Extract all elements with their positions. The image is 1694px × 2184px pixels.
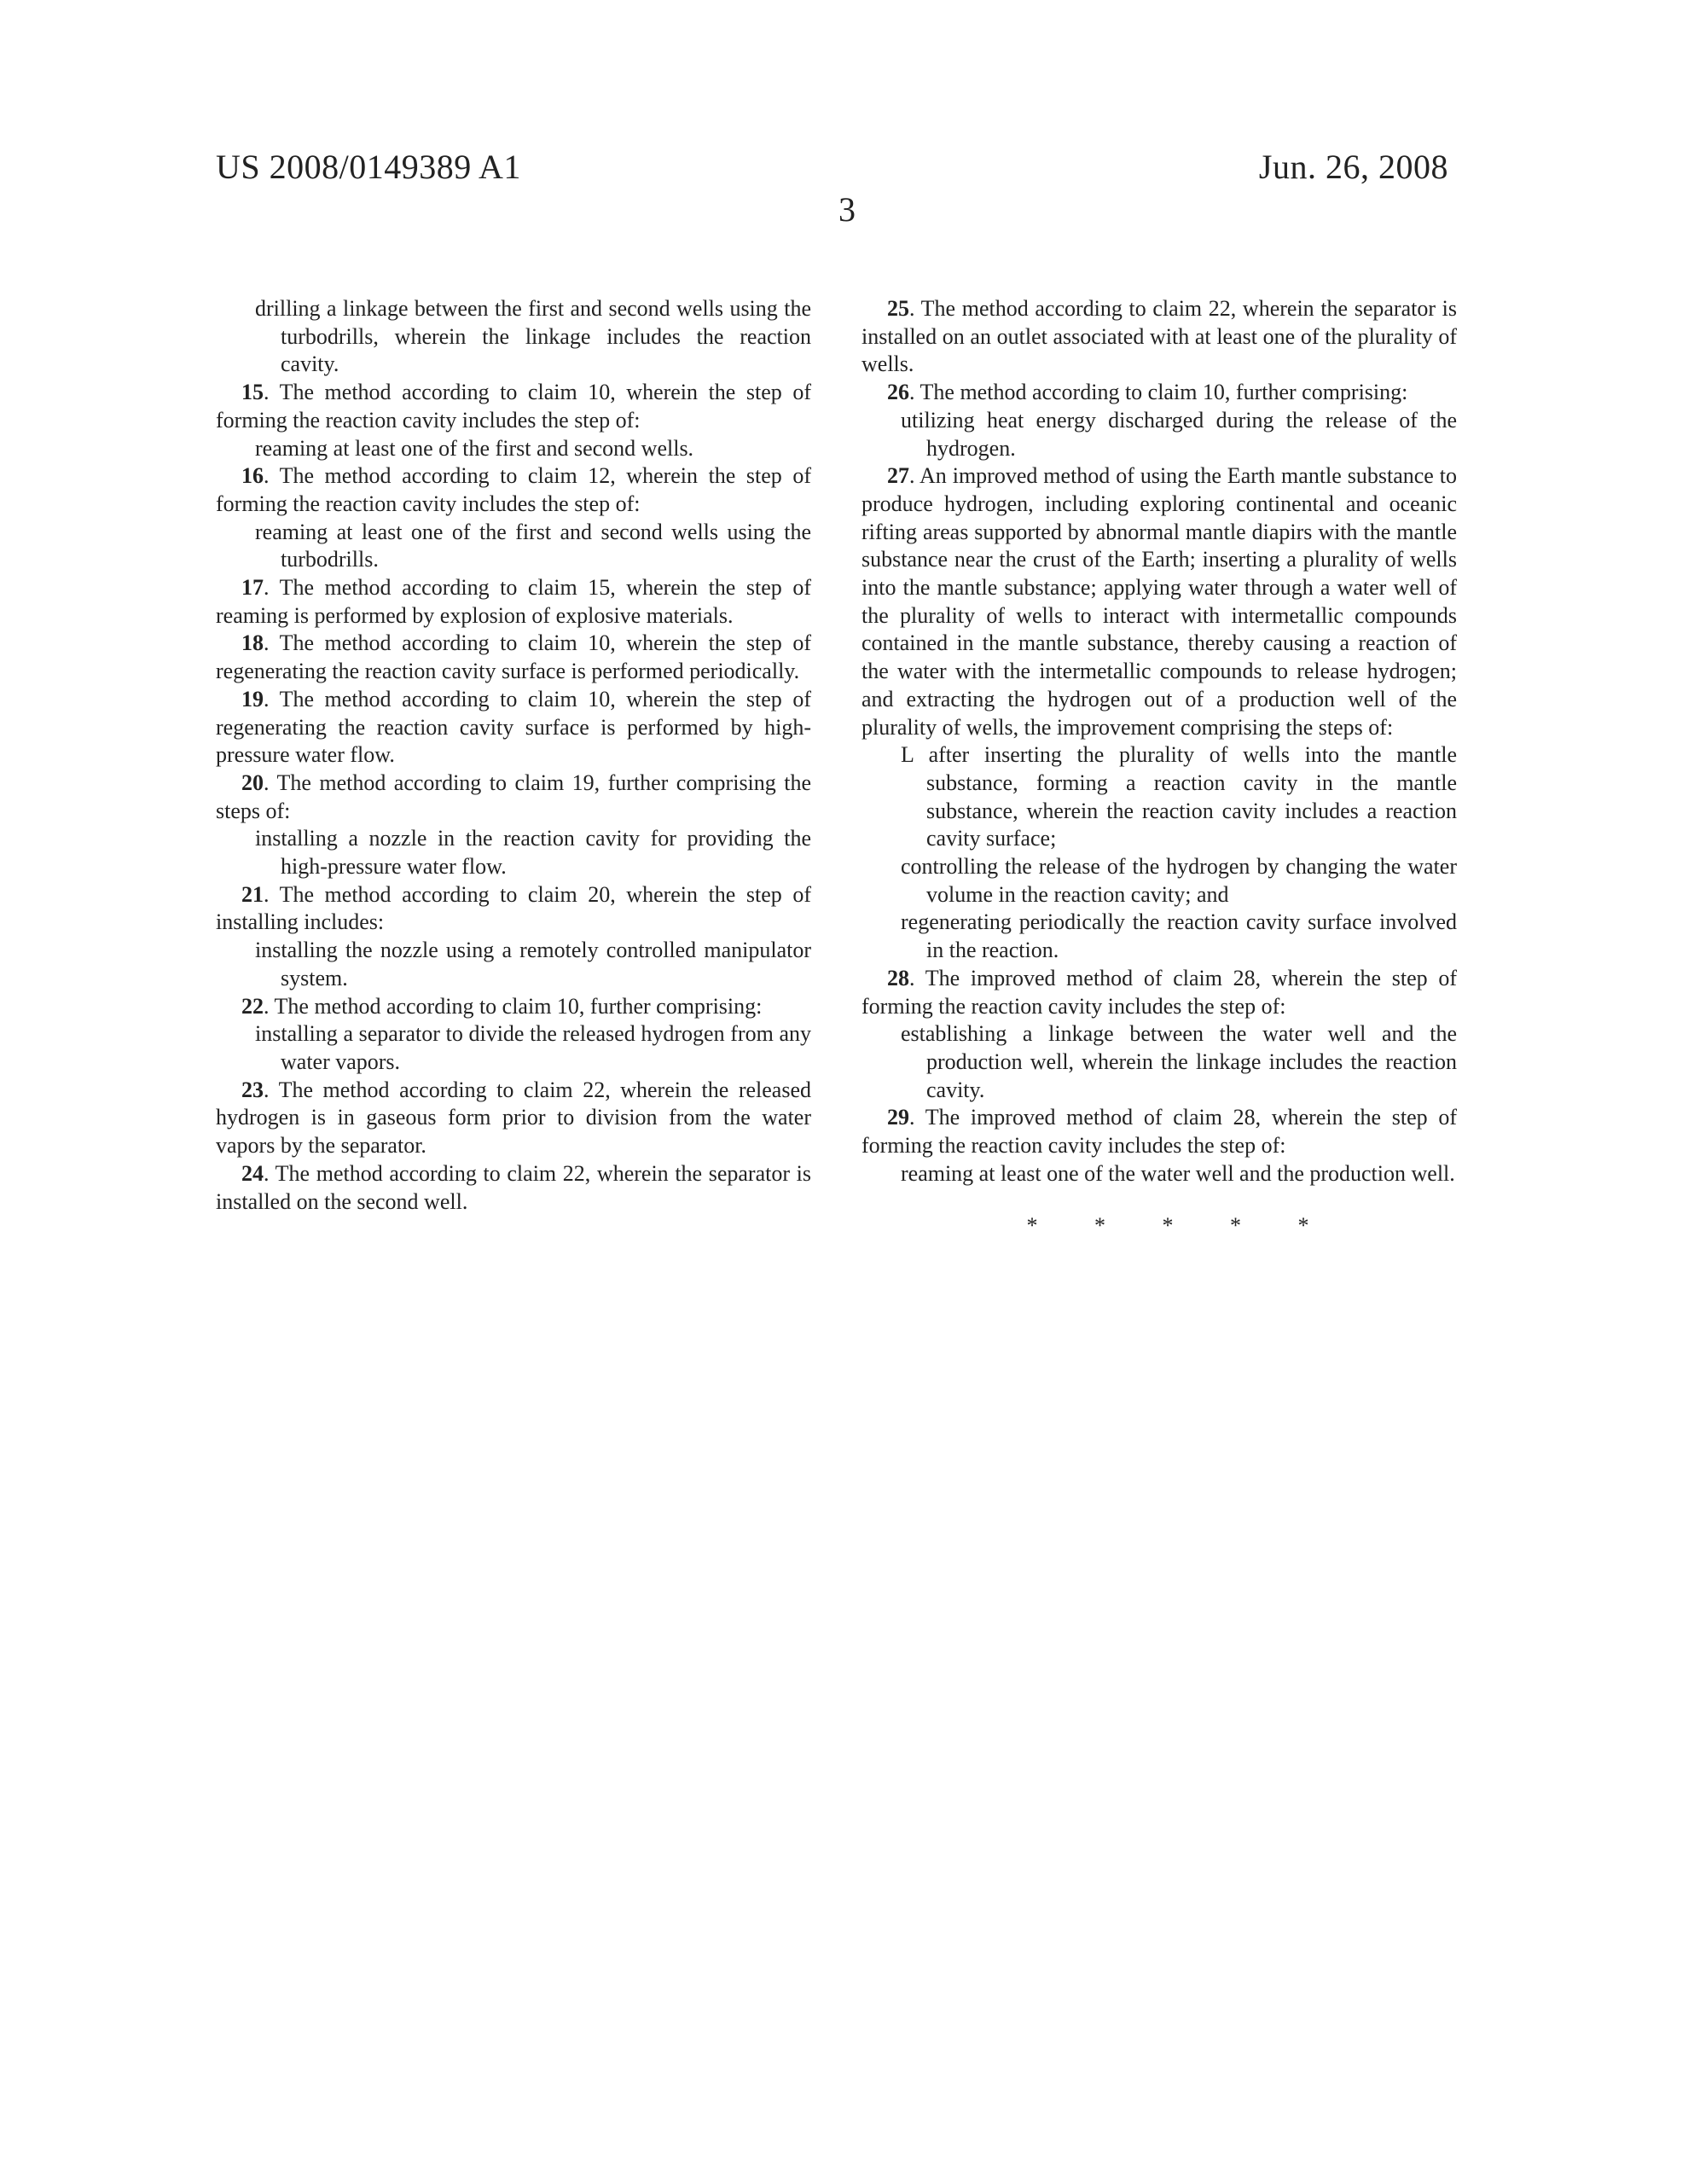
claim-number: 16 <box>241 463 264 489</box>
claim-text: . The method according to claim 10, further comprising: <box>909 380 1408 405</box>
claim-paragraph <box>862 295 1457 379</box>
claim-text: . The method according to claim 22, wherein the released hydrogen is in gaseous form prior to division from the water vapors by the separator. <box>216 1077 811 1159</box>
claim-step <box>216 825 811 880</box>
claim-number: 27 <box>887 463 909 489</box>
claim-text: . The method according to claim 19, further comprising the steps of: <box>216 770 811 823</box>
claim-number: 26 <box>887 380 909 405</box>
claim-number: 19 <box>241 686 264 712</box>
claim-text: installing a nozzle in the reaction cavity for providing the high-pressure water flow. <box>255 826 811 880</box>
claim-paragraph <box>862 1104 1457 1159</box>
claim-text: L after inserting the plurality of wells into the mantle substance, forming a reaction cavity in the mantle substance, wherein the reaction cavity includes a reaction cavity surface; <box>901 742 1457 851</box>
claim-paragraph <box>216 686 811 770</box>
claim-text: . The improved method of claim 28, wherein the step of forming the reaction cavity includes the step of: <box>862 1105 1457 1159</box>
publication-number: US 2008/0149389 A1 <box>216 148 521 186</box>
claim-paragraph <box>216 462 811 518</box>
claim-step <box>862 909 1457 964</box>
end-of-claims-mark: * * * * * <box>1026 1212 1335 1238</box>
claim-text: drilling a linkage between the first and second wells using the turbodrills, wherein the linkage includes the reaction cavity. <box>255 296 811 377</box>
claim-text: establishing a linkage between the water well and the production well, wherein the linkage includes the reaction cavity. <box>901 1021 1457 1102</box>
claims-right-column <box>862 295 1457 1240</box>
page-number: 3 <box>838 190 856 229</box>
claim-step <box>862 853 1457 909</box>
claim-step <box>862 1160 1457 1188</box>
claim-number: 29 <box>887 1105 909 1130</box>
claim-step <box>862 741 1457 853</box>
claim-text: . The method according to claim 10, wherein the step of forming the reaction cavity includes the step of: <box>216 380 811 433</box>
claim-text: . The method according to claim 12, wherein the step of forming the reaction cavity includes the step of: <box>216 463 811 516</box>
claim-text: regenerating periodically the reaction cavity surface involved in the reaction. <box>901 909 1457 963</box>
claim-step <box>216 295 811 379</box>
claim-step <box>216 435 811 463</box>
claim-paragraph <box>216 1077 811 1160</box>
claim-text: . The method according to claim 15, wherein the step of reaming is performed by explosion of explosive materials. <box>216 575 811 628</box>
claim-text: . The improved method of claim 28, wherein the step of forming the reaction cavity includes the step of: <box>862 965 1457 1019</box>
claim-text: . An improved method of using the Earth mantle substance to produce hydrogen, including exploring continental and oceanic rifting areas supported by abnormal mantle diapirs with the mantle substance near the crust of the Earth; inserting a plurality of wells into the mantle substance; applying water through a water well of the plurality of wells to interact with intermetallic compounds contained in the mantle substance, thereby causing a reaction of the water with the intermetallic compounds to release hydrogen; and extracting the hydrogen out of a production well of the plurality of wells, the improvement comprising the steps of: <box>862 463 1457 740</box>
claim-text: utilizing heat energy discharged during the release of the hydrogen. <box>901 407 1457 461</box>
claim-paragraph <box>862 965 1457 1020</box>
claim-step <box>216 937 811 992</box>
claim-number: 15 <box>241 380 264 405</box>
claim-text: . The method according to claim 10, wherein the step of regenerating the reaction cavity surface is performed periodically. <box>216 630 811 684</box>
claim-paragraph <box>216 993 811 1021</box>
claim-number: 20 <box>241 770 264 795</box>
claim-text: installing the nozzle using a remotely controlled manipulator system. <box>255 938 811 990</box>
claim-step <box>862 407 1457 462</box>
claim-paragraph <box>216 770 811 825</box>
claim-number: 21 <box>241 881 264 907</box>
claim-paragraph <box>216 379 811 434</box>
claim-text: installing a separator to divide the released hydrogen from any water vapors. <box>255 1021 811 1074</box>
claim-paragraph <box>216 630 811 685</box>
claim-text: . The method according to claim 10, further comprising: <box>264 993 763 1019</box>
claim-number: 17 <box>241 575 264 601</box>
claim-number: 24 <box>241 1160 264 1186</box>
claim-paragraph <box>216 574 811 630</box>
claim-number: 23 <box>241 1077 264 1102</box>
claim-text: . The method according to claim 20, wherein the step of installing includes: <box>216 881 811 935</box>
claim-text: reaming at least one of the first and second wells using the turbodrills. <box>255 519 811 572</box>
claim-text: controlling the release of the hydrogen by changing the water volume in the reaction cavity; and <box>901 854 1457 907</box>
claim-text: . The method according to claim 10, wherein the step of regenerating the reaction cavity surface is performed by high-pressure water flow. <box>216 686 811 768</box>
claim-number: 22 <box>241 993 264 1019</box>
claim-paragraph <box>862 379 1457 407</box>
claim-step <box>862 1020 1457 1104</box>
claim-number: 18 <box>241 630 264 656</box>
claim-text: . The method according to claim 22, wherein the separator is installed on an outlet associated with at least one of the plurality of wells. <box>862 296 1457 377</box>
claim-number: 25 <box>887 296 909 321</box>
publication-date: Jun. 26, 2008 <box>1258 148 1448 186</box>
claim-text: reaming at least one of the first and second wells. <box>255 435 694 461</box>
claim-paragraph <box>216 881 811 937</box>
claims-left-column <box>216 295 811 1216</box>
claim-step <box>216 519 811 574</box>
claim-text: . The method according to claim 22, wherein the separator is installed on the second well. <box>216 1160 811 1214</box>
claim-number: 28 <box>887 965 909 990</box>
claim-paragraph <box>216 1160 811 1216</box>
claim-text: reaming at least one of the water well and the production well. <box>901 1160 1455 1186</box>
claim-paragraph <box>862 462 1457 741</box>
claim-step <box>216 1020 811 1076</box>
